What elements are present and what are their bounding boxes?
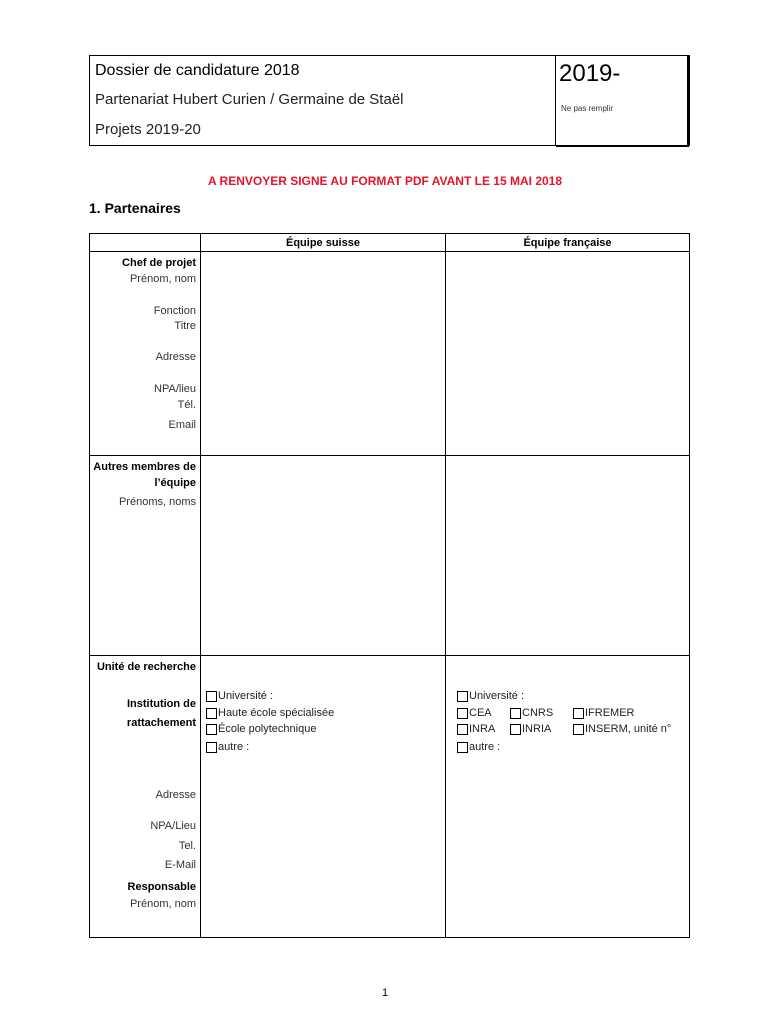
header-left-cell (90, 56, 556, 145)
option-label: Université : (469, 690, 525, 702)
checkbox[interactable] (457, 691, 468, 702)
unite-email-label: E-Mail (164, 859, 196, 871)
option-label: INRIA (522, 723, 552, 735)
checkbox[interactable] (206, 691, 217, 702)
table-border-left (89, 233, 90, 938)
option-label: CNRS (522, 707, 554, 719)
header-right-cell (556, 56, 689, 147)
partnership-name: Partenariat Hubert Curien / Germaine de Staël (95, 91, 404, 108)
partners-table (89, 233, 690, 938)
institution-label-line2: rattachement (126, 717, 196, 729)
header-box (89, 55, 690, 146)
table-border-top (89, 233, 690, 234)
deadline-notice: A RENVOYER SIGNE AU FORMAT PDF AVANT LE 15 MAI 2018 (207, 174, 563, 188)
checkbox[interactable] (206, 724, 217, 735)
chef-de-projet-label: Chef de projet (122, 257, 196, 269)
chef-npa-lieu-label: NPA/lieu (154, 383, 196, 395)
checkbox[interactable] (510, 708, 521, 719)
option-label: INRA (469, 723, 496, 735)
chef-prenom-nom-label: Prénom, nom (129, 273, 196, 285)
responsable-prenom-nom-label: Prénom, nom (129, 898, 196, 910)
do-not-fill-note: Ne pas remplir (561, 104, 614, 113)
swiss-option-universite[interactable] (206, 690, 273, 702)
column-header-swiss: Équipe suisse (286, 237, 360, 249)
chef-tel-label: Tél. (177, 399, 196, 411)
table-header-divider (89, 251, 690, 252)
column-divider-2 (445, 233, 446, 938)
french-option-autre[interactable] (457, 741, 500, 753)
autres-membres-label-line2: l’équipe (154, 477, 196, 489)
responsable-label: Responsable (127, 881, 196, 893)
checkbox[interactable] (457, 742, 468, 753)
french-option-cea[interactable] (457, 707, 492, 719)
swiss-option-polytechnique[interactable] (206, 723, 316, 735)
unite-tel-label: Tel. (178, 840, 196, 852)
chef-adresse-label: Adresse (155, 351, 196, 363)
projects-period: Projets 2019-20 (95, 121, 201, 138)
checkbox[interactable] (457, 724, 468, 735)
option-label: Haute école spécialisée (218, 707, 335, 719)
chef-fonction-label: Fonction (153, 305, 196, 317)
column-divider-1 (200, 233, 201, 938)
page-number: 1 (381, 987, 389, 999)
row-divider-1 (89, 455, 690, 456)
chef-email-label: Email (168, 419, 196, 431)
table-border-bottom (89, 937, 690, 938)
option-label: École polytechnique (218, 723, 317, 735)
row-divider-2 (89, 655, 690, 656)
option-label: CEA (469, 707, 492, 719)
option-label: autre : (218, 741, 250, 753)
option-label: Université : (218, 690, 274, 702)
swiss-option-autre[interactable] (206, 741, 249, 753)
option-label: IFREMER (585, 707, 635, 719)
chef-titre-label: Titre (174, 320, 196, 332)
unite-recherche-label: Unité de recherche (96, 661, 196, 673)
autres-membres-label-line1: Autres membres de (93, 461, 196, 473)
unite-adresse-label: Adresse (155, 789, 196, 801)
checkbox[interactable] (206, 742, 217, 753)
autres-prenoms-noms-label: Prénoms, noms (118, 496, 196, 508)
checkbox[interactable] (457, 708, 468, 719)
institution-label-line1: Institution de (126, 698, 196, 710)
option-label: autre : (469, 741, 501, 753)
swiss-option-haute-ecole[interactable] (206, 707, 334, 719)
column-header-french: Équipe française (523, 237, 612, 249)
french-option-cnrs[interactable] (510, 707, 553, 719)
french-option-inserm[interactable] (573, 723, 671, 735)
document-title: Dossier de candidature 2018 (95, 62, 300, 79)
french-option-inra[interactable] (457, 723, 495, 735)
section-title: 1. Partenaires (89, 200, 181, 216)
checkbox[interactable] (573, 724, 584, 735)
table-border-right (689, 233, 690, 938)
checkbox[interactable] (206, 708, 217, 719)
french-option-inria[interactable] (510, 723, 551, 735)
checkbox[interactable] (573, 708, 584, 719)
unite-npa-lieu-label: NPA/Lieu (150, 820, 196, 832)
file-number-field: 2019- (559, 60, 621, 87)
french-option-ifremer[interactable] (573, 707, 635, 719)
french-option-universite[interactable] (457, 690, 524, 702)
checkbox[interactable] (510, 724, 521, 735)
option-label: INSERM, unité n° (585, 723, 672, 735)
